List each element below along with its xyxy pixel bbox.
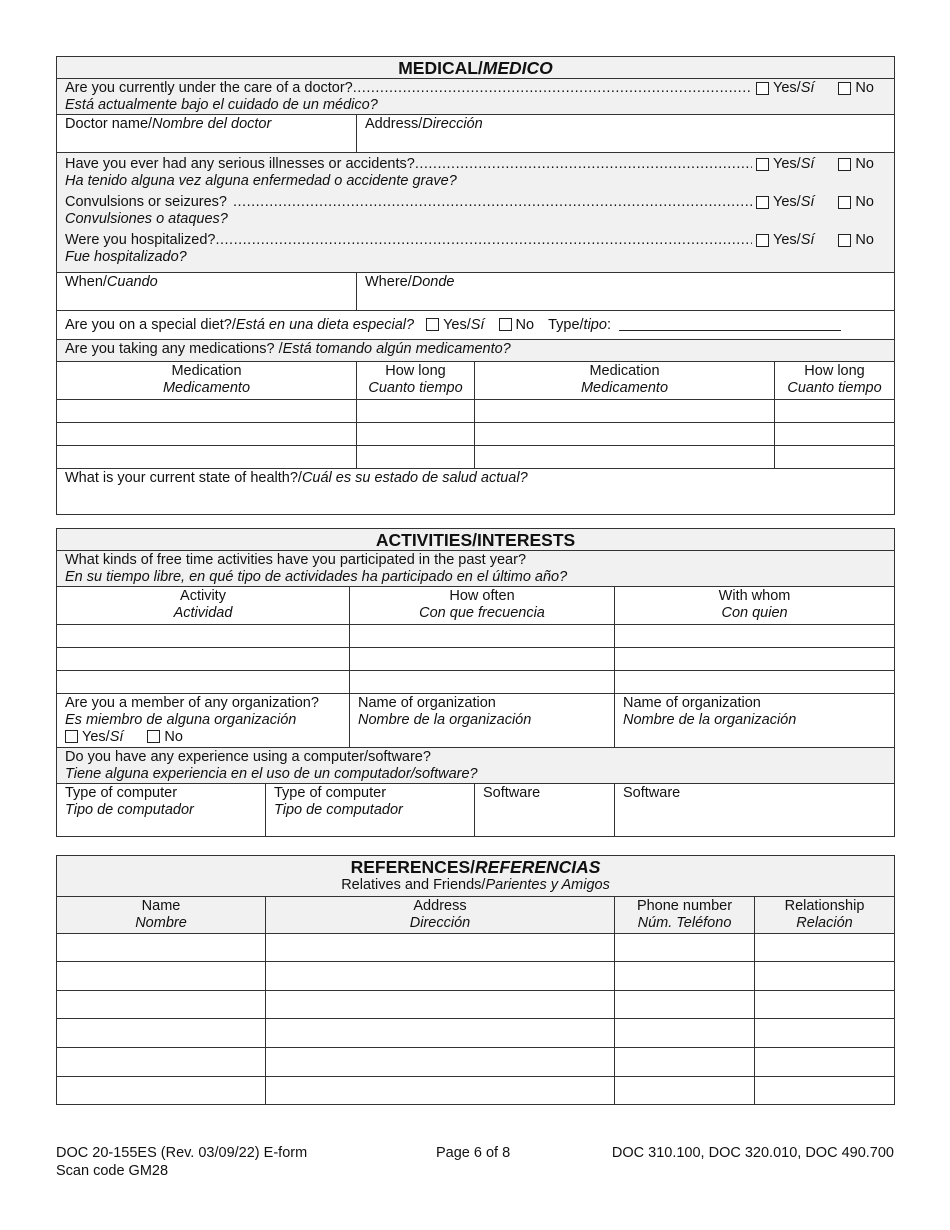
name-col-header: Name Nombre (57, 897, 266, 934)
free-time-question: What kinds of free time activities have you participated in the past year? En su tiempo libre, en qué tipo de actividades ha participado en el último año? (57, 551, 895, 587)
reference-relationship-cell[interactable] (755, 1048, 895, 1077)
member-question: Are you a member of any organization? Es miembro de alguna organización Yes/Sí No (57, 694, 350, 748)
doctor-care-question: Are you currently under the care of a doctor? ..... Yes/ Sí No Está actualmente bajo el cuidado de un médico? (57, 79, 895, 115)
member-yes-checkbox[interactable] (65, 730, 78, 743)
reference-relationship-cell[interactable] (755, 1019, 895, 1048)
reference-phone-cell[interactable] (615, 1077, 755, 1105)
seizure-yes-checkbox[interactable] (756, 196, 769, 209)
hospital-yes-checkbox[interactable] (756, 234, 769, 247)
diet-type-input[interactable] (619, 316, 841, 331)
medication-col-header-1: Medication Medicamento (57, 362, 357, 400)
relationship-col-header: Relationship Relación (755, 897, 895, 934)
how-long-cell[interactable] (775, 446, 895, 469)
medical-section (56, 56, 895, 515)
how-often-cell[interactable] (350, 671, 615, 694)
reference-relationship-cell[interactable] (755, 991, 895, 1019)
reference-name-cell[interactable] (57, 962, 266, 991)
diet-yes-checkbox[interactable] (426, 318, 439, 331)
activities-section (56, 528, 895, 837)
org-name-field-1[interactable]: Name of organization Nombre de la organización (350, 694, 615, 748)
references-section (56, 855, 895, 1105)
reference-name-cell[interactable] (57, 1048, 266, 1077)
how-often-cell[interactable] (350, 648, 615, 671)
computer-type-field-1[interactable]: Type of computer Tipo de computador (57, 784, 266, 837)
how-long-cell[interactable] (775, 423, 895, 446)
reference-name-cell[interactable] (57, 934, 266, 962)
reference-address-cell[interactable] (266, 1048, 615, 1077)
with-whom-cell[interactable] (615, 671, 895, 694)
medications-question: Are you taking any medications? /Está tomando algún medicamento? (57, 340, 895, 362)
reference-phone-cell[interactable] (615, 934, 755, 962)
doctor-care-yes-checkbox[interactable] (756, 82, 769, 95)
member-no-checkbox[interactable] (147, 730, 160, 743)
reference-address-cell[interactable] (266, 1019, 615, 1048)
hospital-where-field[interactable]: Where/Donde (357, 273, 895, 311)
reference-relationship-cell[interactable] (755, 1077, 895, 1105)
phone-col-header: Phone number Núm. Teléfono (615, 897, 755, 934)
how-long-cell[interactable] (357, 423, 475, 446)
medication-cell[interactable] (475, 423, 775, 446)
doctor-address-field[interactable]: Address/Dirección (357, 115, 895, 153)
medication-cell[interactable] (475, 400, 775, 423)
medication-cell[interactable] (475, 446, 775, 469)
doctor-care-no-checkbox[interactable] (838, 82, 851, 95)
footer-policy-refs: DOC 310.100, DOC 320.010, DOC 490.700 (611, 1145, 894, 1161)
seizure-no-checkbox[interactable] (838, 196, 851, 209)
medication-cell[interactable] (57, 423, 357, 446)
reference-address-cell[interactable] (266, 962, 615, 991)
reference-phone-cell[interactable] (615, 1019, 755, 1048)
how-often-cell[interactable] (350, 625, 615, 648)
doctor-name-field[interactable]: Doctor name/Nombre del doctor (57, 115, 357, 153)
references-header: REFERENCES/REFERENCIAS Relatives and Friends/Parientes y Amigos (57, 856, 895, 897)
reference-address-cell[interactable] (266, 1077, 615, 1105)
footer-page-number: Page 6 of 8 (436, 1145, 511, 1161)
reference-name-cell[interactable] (57, 1019, 266, 1048)
with-whom-cell[interactable] (615, 625, 895, 648)
reference-relationship-cell[interactable] (755, 962, 895, 991)
activity-cell[interactable] (57, 648, 350, 671)
with-whom-cell[interactable] (615, 648, 895, 671)
reference-name-cell[interactable] (57, 1077, 266, 1105)
how-long-cell[interactable] (775, 400, 895, 423)
software-field-1[interactable]: Software (475, 784, 615, 837)
computer-question: Do you have any experience using a computer/software? Tiene alguna experiencia en el uso de un computador/software? (57, 748, 895, 784)
software-field-2[interactable]: Software (615, 784, 895, 837)
medical-header: MEDICAL/MEDICO (57, 57, 895, 79)
hospital-no-checkbox[interactable] (838, 234, 851, 247)
medication-cell[interactable] (57, 446, 357, 469)
how-long-cell[interactable] (357, 446, 475, 469)
how-long-cell[interactable] (357, 400, 475, 423)
reference-phone-cell[interactable] (615, 962, 755, 991)
reference-name-cell[interactable] (57, 991, 266, 1019)
reference-address-cell[interactable] (266, 934, 615, 962)
address-col-header: Address Dirección (266, 897, 615, 934)
medication-col-header-2: Medication Medicamento (475, 362, 775, 400)
activity-cell[interactable] (57, 625, 350, 648)
reference-phone-cell[interactable] (615, 1048, 755, 1077)
activity-col-header: Activity Actividad (57, 587, 350, 625)
hospital-when-field[interactable]: When/Cuando (57, 273, 357, 311)
activity-cell[interactable] (57, 671, 350, 694)
how-long-col-header-2: How long Cuanto tiempo (775, 362, 895, 400)
health-state-field[interactable]: What is your current state of health?/Cuál es su estado de salud actual? (57, 469, 895, 515)
reference-address-cell[interactable] (266, 991, 615, 1019)
illness-questions: Have you ever had any serious illnesses or accidents? ..... Yes/ Sí No Ha tenido alguna vez alguna enfermedad o accidente grave? Convulsions or seizures? ..... Yes/ Sí No Convulsiones o ataques? Were you hospitalized? ..... Yes/ Sí No Fue hospitalizado? (57, 153, 895, 273)
footer-scan-code: Scan code GM28 (56, 1163, 169, 1179)
footer-form-id: DOC 20-155ES (Rev. 03/09/22) E-form Scan code GM28 (56, 1145, 308, 1179)
reference-phone-cell[interactable] (615, 991, 755, 1019)
how-long-col-header-1: How long Cuanto tiempo (357, 362, 475, 400)
with-whom-col-header: With whom Con quien (615, 587, 895, 625)
org-name-field-2[interactable]: Name of organization Nombre de la organización (615, 694, 895, 748)
activities-header: ACTIVITIES/INTERESTS (57, 529, 895, 551)
reference-relationship-cell[interactable] (755, 934, 895, 962)
medication-cell[interactable] (57, 400, 357, 423)
computer-type-field-2[interactable]: Type of computer Tipo de computador (266, 784, 475, 837)
diet-no-checkbox[interactable] (499, 318, 512, 331)
illness-no-checkbox[interactable] (838, 158, 851, 171)
how-often-col-header: How often Con que frecuencia (350, 587, 615, 625)
illness-yes-checkbox[interactable] (756, 158, 769, 171)
special-diet-row: Are you on a special diet?/Está en una dieta especial? Yes/Sí No Type/tipo: (57, 311, 895, 340)
